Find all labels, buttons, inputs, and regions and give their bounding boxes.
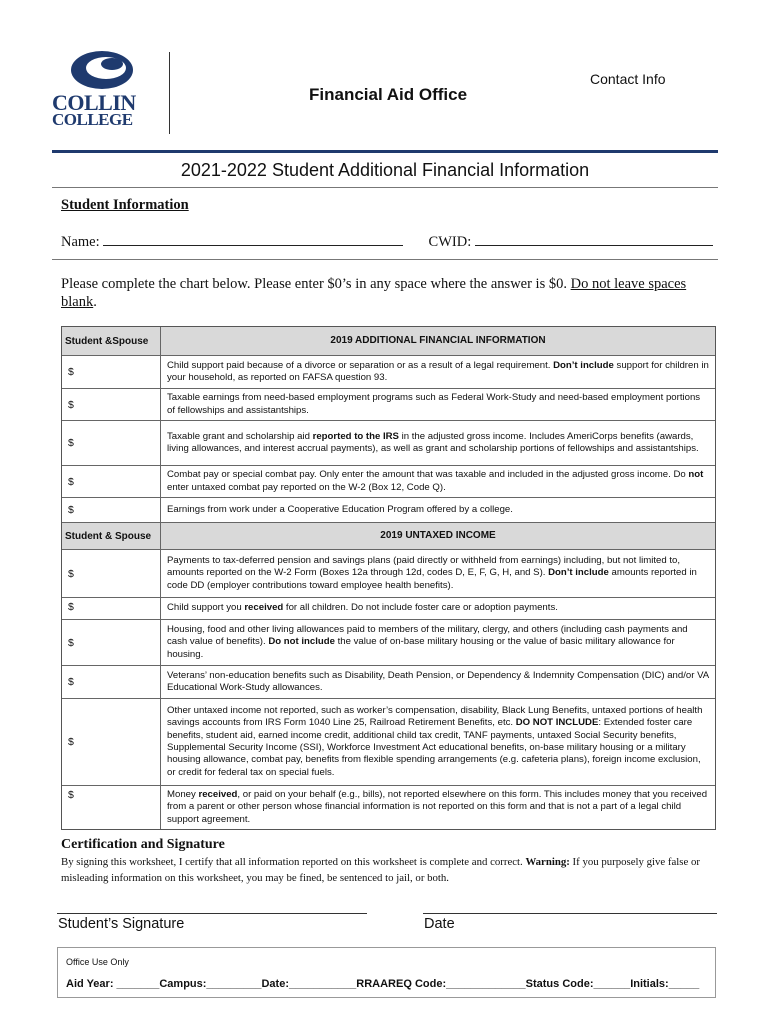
row-description: Earnings from work under a Cooperative Education Program offered by a college. (167, 503, 513, 515)
table-row (62, 598, 715, 620)
row-description: Veterans’ non-education benefits such as Disability, Death Pension, or Dependency & Indemnity Compensation (DIC) and/or VA Educational Work-Study allowances. (167, 669, 709, 693)
table-row (62, 389, 715, 421)
amount-field[interactable]: $ (62, 389, 161, 420)
table-row (62, 466, 715, 498)
row-description: Other untaxed income not reported, such as worker’s compensation, disability, Black Lung Benefits, untaxed portions of health savings accounts from IRS Form 1040 Line 25, Railroad Retirement Benefits, etc. DO NOT INCLUDE: Extended foster care benefits, student aid, earned income credit, additional child tax credit, TANF payments, untaxed Social Security benefits, Supplemental Security Income (SSI), Workforce Investment Act educational benefits, on-base military housing or a military housing allowance, combat pay, benefits from flexible spending arrangements (e.g. cafeteria plans), foreign income exclusion, or credit for federal tax on special fuels. (167, 704, 703, 778)
office-use-label: Office Use Only (66, 957, 129, 967)
warning-text: If you purposely give false or misleading information on this worksheet, you may be fined, be sentenced to jail, or both. (61, 856, 700, 884)
table-row (62, 786, 715, 829)
amount-field[interactable]: $ (62, 550, 161, 597)
warning-label: Warning: (525, 856, 570, 868)
instructions-end: . (93, 294, 97, 310)
untaxed-income-header: 2019 UNTAXED INCOME (161, 523, 715, 549)
instructions-text: Please complete the chart below. Please enter $0’s in any space where the answer is $0. (61, 276, 571, 292)
table-row (62, 498, 715, 523)
table-header-row (62, 523, 715, 550)
date-field[interactable] (423, 913, 717, 914)
name-cwid-line (61, 231, 713, 251)
amount-field[interactable]: $ (62, 620, 161, 665)
financial-information-table (61, 326, 716, 830)
document-title: 2021-2022 Student Additional Financial Information (180, 160, 590, 180)
student-spouse-header: Student & Spouse (62, 523, 161, 549)
office-title: Financial Aid Office (309, 85, 468, 104)
row-description: Payments to tax-deferred pension and savings plans (paid directly or withheld from earnings) including, but not limited to, amounts reported on the W-2 Form (Boxes 12a through 12d, codes D, E, F, G, H, and S). Don’t include amounts reported in code DD (employer contributions toward employee health benefits). (167, 554, 697, 591)
certification-statement: By signing this worksheet, I certify that all information reported on this worksheet is complete and correct. (61, 856, 526, 868)
student-signature-field[interactable] (57, 913, 367, 914)
row-description: Taxable earnings from need-based employment programs such as Federal Work-Study and need-based employment portions of fellowships and assistantships. (167, 392, 701, 416)
cwid-field[interactable] (475, 231, 713, 246)
row-description: Child support you received for all children. Do not include foster care or adoption payments. (167, 602, 558, 614)
instructions (61, 275, 711, 311)
row-description: Money received, or paid on your behalf (e.g., bills), not reported elsewhere on this form. This includes money that you received from a parent or other person whose financial information is not reported on this form and that is not a part of a legal child support agreement. (167, 788, 708, 825)
student-signature-label: Student’s Signature (58, 916, 185, 932)
cwid-label: CWID: (428, 234, 472, 250)
table-row (62, 620, 715, 666)
student-information-heading: Student Information (61, 197, 189, 213)
row-description: Combat pay or special combat pay. Only enter the amount that was taxable and included in the adjusted gross income. Do not enter untaxed combat pay reported on the W-2 (Box 12, Code Q). (167, 469, 704, 493)
amount-field[interactable]: $ (62, 356, 161, 388)
logo-swoosh-icon (68, 48, 140, 92)
student-spouse-header: Student &Spouse (62, 327, 161, 355)
date-label: Date (424, 916, 455, 932)
name-field[interactable] (103, 231, 403, 246)
instructions-emphasis: Do not leave spaces blank (61, 276, 687, 310)
amount-field[interactable]: $ (62, 498, 161, 522)
student-info-rule (52, 259, 718, 260)
row-description: Housing, food and other living allowances paid to members of the military, clergy, and others (including cash payments and cash value of benefits). Do not include the value of on-base military housing or the value of basic military allowance for housing. (167, 623, 688, 660)
header-rule (52, 150, 718, 153)
table-row (62, 666, 715, 699)
table-row (62, 356, 715, 389)
additional-financial-info-header: 2019 ADDITIONAL FINANCIAL INFORMATION (161, 327, 715, 355)
certification-heading: Certification and Signature (61, 837, 225, 852)
table-row (62, 550, 715, 598)
table-row (62, 699, 715, 786)
amount-field[interactable]: $ (62, 786, 161, 829)
table-row (62, 421, 715, 466)
logo-text-line1: COLLIN (52, 90, 136, 115)
name-label: Name: (61, 234, 100, 250)
contact-info-link[interactable]: Contact Info (590, 71, 666, 87)
title-rule (52, 187, 718, 188)
logo-text-line2: COLLEGE (52, 110, 133, 129)
office-use-box (57, 947, 716, 998)
certification-text (61, 854, 721, 886)
amount-field[interactable]: $ (62, 598, 161, 619)
row-description: Child support paid because of a divorce or separation or as a result of a legal requirement. Don’t include support for children in your household, as reported on FAFSA question 93. (167, 359, 709, 383)
amount-field[interactable]: $ (62, 466, 161, 497)
table-header-row (62, 327, 715, 356)
amount-field[interactable]: $ (62, 421, 161, 465)
row-description: Taxable grant and scholarship aid reported to the IRS in the adjusted gross income. Includes AmeriCorps benefits (awards, living allowances, and interest accrual payments), as well as grant and scholarship portions of fellowships and assistantships. (167, 430, 699, 454)
office-use-codes: Aid Year: _______Campus:_________Date:___________RRAAREQ Code:_____________Status Code:______Initials:_____ (66, 978, 700, 990)
header-divider (169, 52, 170, 134)
amount-field[interactable]: $ (62, 666, 161, 698)
college-logo (50, 48, 156, 132)
amount-field[interactable]: $ (62, 699, 161, 785)
